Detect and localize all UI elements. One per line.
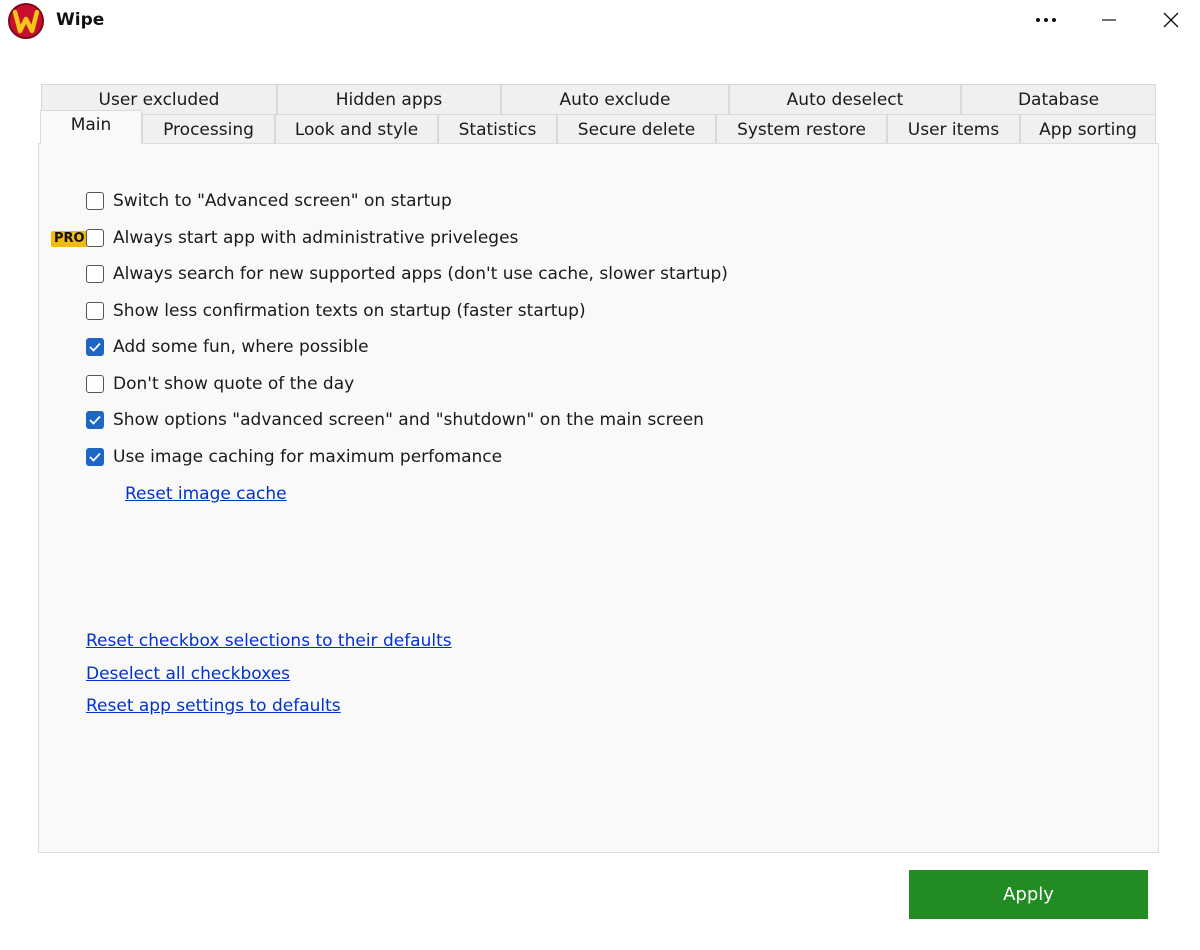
title-bar[interactable] [0,0,1200,42]
reset-checkbox-defaults-link[interactable]: Reset checkbox selections to their defaults [86,631,452,651]
tab-main[interactable]: Main [40,110,142,144]
checkbox[interactable] [86,229,104,247]
option-no-quote[interactable] [86,372,354,396]
option-label: Switch to "Advanced screen" on startup [113,191,452,211]
option-add-fun[interactable] [86,335,369,359]
tab-look-and-style[interactable]: Look and style [275,114,438,144]
option-admin-privileges[interactable] [86,226,518,250]
tab-user-excluded[interactable]: User excluded [41,84,277,114]
option-less-confirmation[interactable] [86,299,586,323]
option-label: Always start app with administrative priveleges [113,228,519,248]
option-advanced-screen-startup[interactable] [86,189,452,213]
tab-auto-deselect[interactable]: Auto deselect [729,84,961,114]
tab-user-items[interactable]: User items [887,114,1020,144]
checkbox[interactable] [86,338,104,356]
option-image-caching[interactable] [86,445,502,469]
close-button[interactable] [1148,0,1194,40]
checkbox[interactable] [86,448,104,466]
tab-database[interactable]: Database [961,84,1156,114]
tab-auto-exclude[interactable]: Auto exclude [501,84,729,114]
option-label: Show less confirmation texts on startup (faster startup) [113,301,586,321]
checkbox[interactable] [86,265,104,283]
apply-button[interactable]: Apply [909,870,1148,919]
reset-app-settings-link[interactable]: Reset app settings to defaults [86,696,341,716]
tab-processing[interactable]: Processing [142,114,275,144]
settings-panel [38,143,1159,853]
checkmark-icon [89,415,101,425]
pro-badge: PRO [51,231,88,247]
checkmark-icon [89,452,101,462]
window-title: Wipe [56,10,105,30]
close-icon [1163,12,1179,28]
more-horizontal-icon [1035,17,1057,23]
tab-hidden-apps[interactable]: Hidden apps [277,84,501,114]
option-label: Always search for new supported apps (don't use cache, slower startup) [113,264,728,284]
wipe-logo-icon [6,2,46,40]
tab-statistics[interactable]: Statistics [438,114,557,144]
option-show-advanced-shutdown[interactable] [86,408,704,432]
tab-app-sorting[interactable]: App sorting [1020,114,1156,144]
checkbox[interactable] [86,192,104,210]
more-options-button[interactable] [1023,0,1069,40]
reset-image-cache-link[interactable]: Reset image cache [125,484,287,504]
tab-secure-delete[interactable]: Secure delete [557,114,716,144]
checkbox[interactable] [86,375,104,393]
checkbox[interactable] [86,302,104,320]
checkmark-icon [89,342,101,352]
tab-system-restore[interactable]: System restore [716,114,887,144]
minimize-icon [1101,12,1117,28]
option-label: Use image caching for maximum perfomance [113,447,503,467]
option-label: Add some fun, where possible [113,337,369,357]
option-search-new-apps[interactable] [86,262,728,286]
option-label: Show options "advanced screen" and "shutdown" on the main screen [113,410,704,430]
option-label: Don't show quote of the day [113,374,355,394]
checkbox[interactable] [86,411,104,429]
deselect-all-link[interactable]: Deselect all checkboxes [86,664,291,684]
minimize-button[interactable] [1086,0,1132,40]
